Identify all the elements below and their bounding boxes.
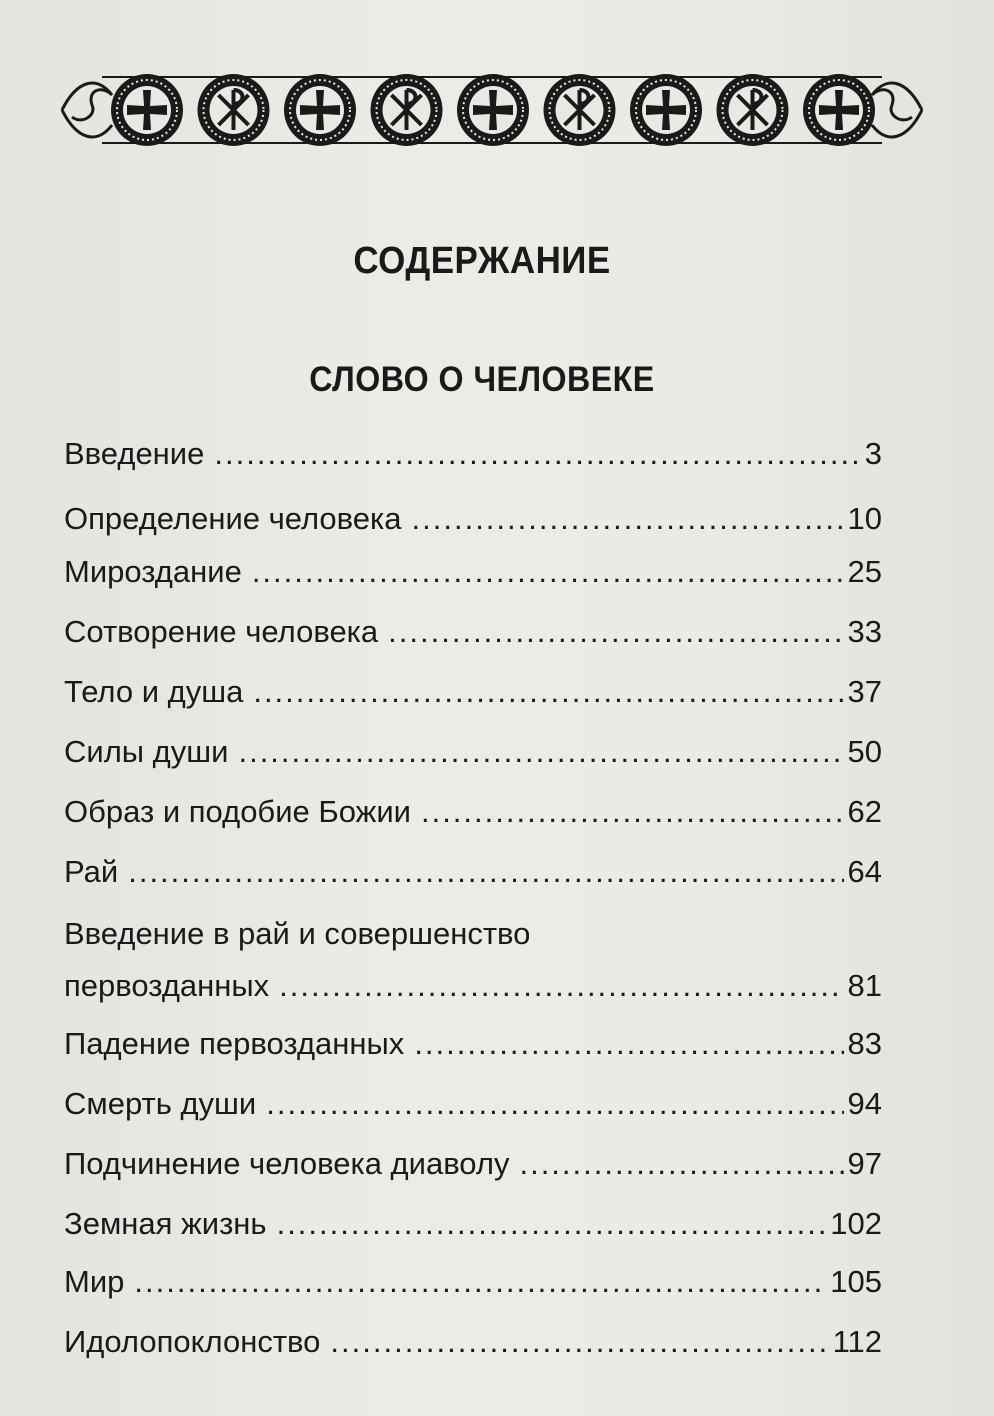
toc-entry[interactable] <box>64 728 882 776</box>
toc-entry-title: Определение человека <box>64 501 402 536</box>
toc-entry[interactable] <box>64 430 882 478</box>
toc-entry-page: 37 <box>847 674 882 709</box>
dot-leader <box>388 608 843 656</box>
toc-entry[interactable] <box>64 668 882 716</box>
dot-leader <box>330 1318 828 1366</box>
toc-entry-page: 105 <box>830 1264 882 1299</box>
toc-entry-page: 112 <box>832 1324 882 1359</box>
toc-entry[interactable] <box>64 1080 882 1128</box>
toc-entry-title: Сотворение человека <box>64 614 379 649</box>
dot-leader <box>279 962 843 1010</box>
toc-entry-page: 81 <box>847 968 882 1003</box>
chi-rho-medallion-icon <box>717 74 789 146</box>
toc-entry-title: Рай <box>64 854 119 889</box>
toc-entry-title: Введение <box>64 436 205 471</box>
toc-entry-title: первозданных <box>64 968 270 1003</box>
toc-entry-title: Смерть души <box>64 1086 257 1121</box>
cross-medallion-icon <box>457 74 529 146</box>
toc-entry[interactable] <box>64 910 882 1022</box>
dot-leader <box>412 495 844 543</box>
ornamental-border <box>52 55 932 165</box>
toc-entry-page: 94 <box>847 1086 882 1121</box>
cross-medallion-icon <box>111 74 183 146</box>
cross-medallion-icon <box>803 74 875 146</box>
chi-rho-medallion-icon <box>371 74 443 146</box>
toc-entry-title: Подчинение человека диаволу <box>64 1146 510 1181</box>
toc-entry-title: Земная жизнь <box>64 1206 267 1241</box>
dot-leader <box>266 1080 843 1128</box>
toc-entry-page: 50 <box>847 734 882 769</box>
dot-leader <box>252 548 844 596</box>
toc-entry-page: 10 <box>847 501 882 536</box>
toc-entry-page: 3 <box>864 436 882 471</box>
dot-leader <box>519 1140 843 1188</box>
toc-entry-page: 102 <box>830 1206 882 1241</box>
contents-title: СОДЕРЖАНИЕ <box>353 240 611 282</box>
toc-entry-title: Тело и душа <box>64 674 244 709</box>
toc-entry-title: Мироздание <box>64 554 242 589</box>
toc-entry[interactable] <box>64 1140 882 1188</box>
toc-entry[interactable] <box>64 495 882 543</box>
toc-entry[interactable] <box>64 1200 882 1248</box>
toc-entry-page: 33 <box>847 614 882 649</box>
toc-entry[interactable] <box>64 1258 882 1306</box>
toc-entry-title-line1: Введение в рай и совершенство <box>64 916 531 951</box>
dot-leader <box>214 430 860 478</box>
toc-entry[interactable] <box>64 788 882 836</box>
chi-rho-medallion-icon <box>544 74 616 146</box>
toc-entry[interactable] <box>64 548 882 596</box>
dot-leader <box>238 728 843 776</box>
toc-entry-page: 25 <box>847 554 882 589</box>
toc-entry-page: 83 <box>847 1026 882 1061</box>
dot-leader <box>414 1020 843 1068</box>
toc-entry-title: Мир <box>64 1264 125 1299</box>
section-title: СЛОВО О ЧЕЛОВЕКЕ <box>309 360 655 399</box>
cross-medallion-icon <box>630 74 702 146</box>
toc-entry[interactable] <box>64 1020 882 1068</box>
dot-leader <box>421 788 844 836</box>
chi-rho-medallion-icon <box>198 74 270 146</box>
toc-entry-page: 97 <box>847 1146 882 1181</box>
cross-medallion-icon <box>284 74 356 146</box>
dot-leader <box>253 668 843 716</box>
dot-leader <box>277 1200 827 1248</box>
toc-entry[interactable] <box>64 848 882 896</box>
dot-leader <box>134 1258 826 1306</box>
toc-entry-title: Идолопоклонство <box>64 1324 321 1359</box>
toc-entry-title: Образ и подобие Божии <box>64 794 411 829</box>
toc-entry-title: Падение первозданных <box>64 1026 405 1061</box>
toc-entry[interactable] <box>64 1318 882 1366</box>
dot-leader <box>128 848 843 896</box>
toc-entry-page: 64 <box>847 854 882 889</box>
toc-entry-title: Силы души <box>64 734 229 769</box>
toc-entry-page: 62 <box>847 794 882 829</box>
toc-entry[interactable] <box>64 608 882 656</box>
